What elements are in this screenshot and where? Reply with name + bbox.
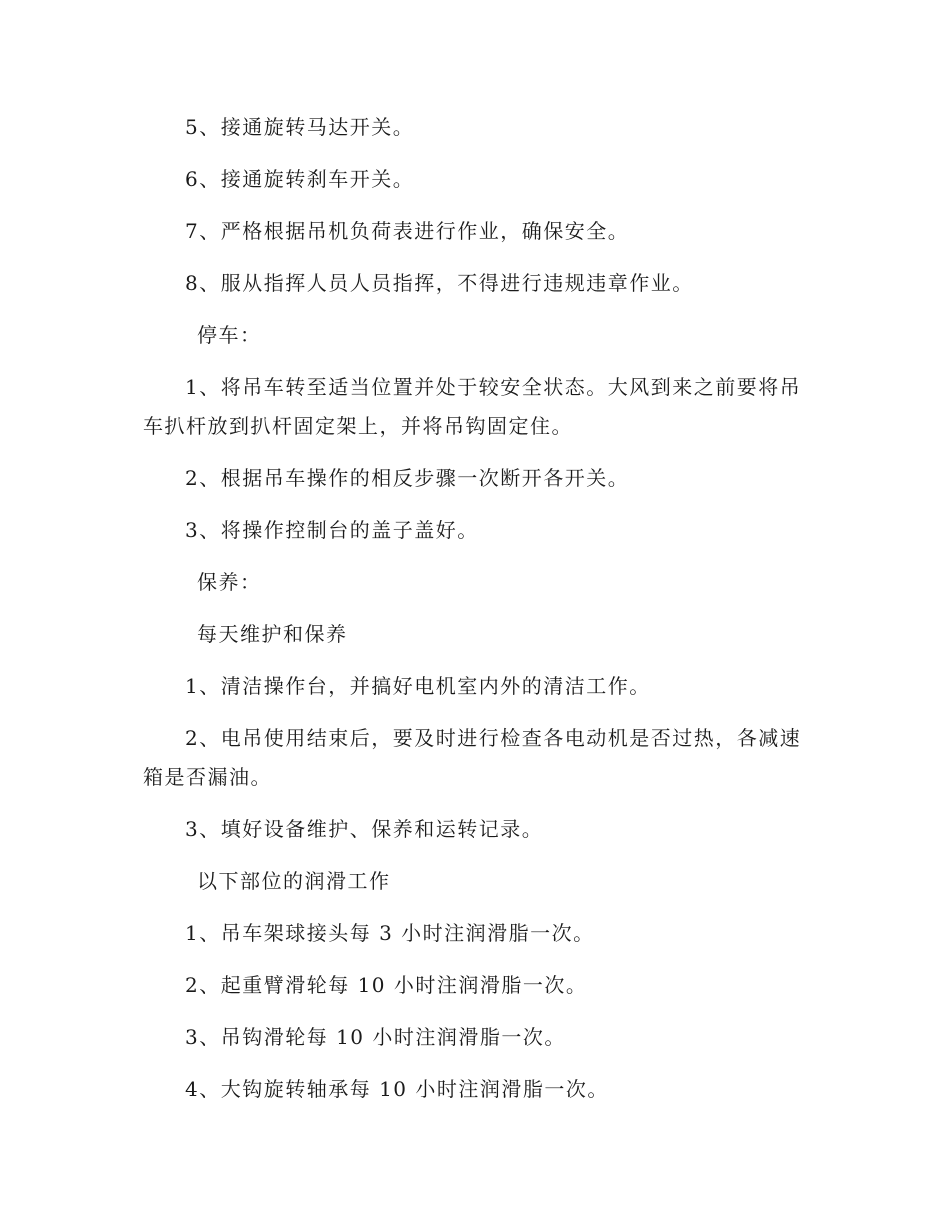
- subsection-heading-lubrication: 以下部位的润滑工作: [197, 869, 391, 893]
- list-item: 3、吊钩滑轮每 10 小时注润滑脂一次。: [185, 1025, 566, 1049]
- list-item: 2、电吊使用结束后，要及时进行检查各电动机是否过热，各减速箱是否漏油。: [143, 726, 802, 789]
- list-item: 2、起重臂滑轮每 10 小时注润滑脂一次。: [185, 973, 588, 997]
- list-item: 1、将吊车转至适当位置并处于较安全状态。大风到来之前要将吊车扒杆放到扒杆固定架上，并将吊钩固定住。: [143, 375, 802, 438]
- section-heading-stop: 停车：: [197, 323, 262, 347]
- list-item: 7、严格根据吊机负荷表进行作业，确保安全。: [185, 219, 630, 243]
- list-item: 2、根据吊车操作的相反步骤一次断开各开关。: [185, 466, 630, 490]
- list-item: 8、服从指挥人员人员指挥，不得进行违规违章作业。: [185, 271, 694, 295]
- list-item: 4、大钩旋转轴承每 10 小时注润滑脂一次。: [185, 1077, 609, 1101]
- list-item: 6、接通旋转刹车开关。: [185, 167, 415, 191]
- list-item: 1、清洁操作台，并搞好电机室内外的清洁工作。: [185, 674, 651, 698]
- document-body: [143, 108, 809, 1122]
- list-item: 3、填好设备维护、保养和运转记录。: [185, 817, 544, 841]
- list-item: 3、将操作控制台的盖子盖好。: [185, 518, 479, 542]
- subsection-heading-daily: 每天维护和保养: [197, 622, 348, 646]
- section-heading-maintenance: 保养：: [197, 570, 262, 594]
- list-item: 5、接通旋转马达开关。: [185, 115, 415, 139]
- list-item: 1、吊车架球接头每 3 小时注润滑脂一次。: [185, 921, 595, 945]
